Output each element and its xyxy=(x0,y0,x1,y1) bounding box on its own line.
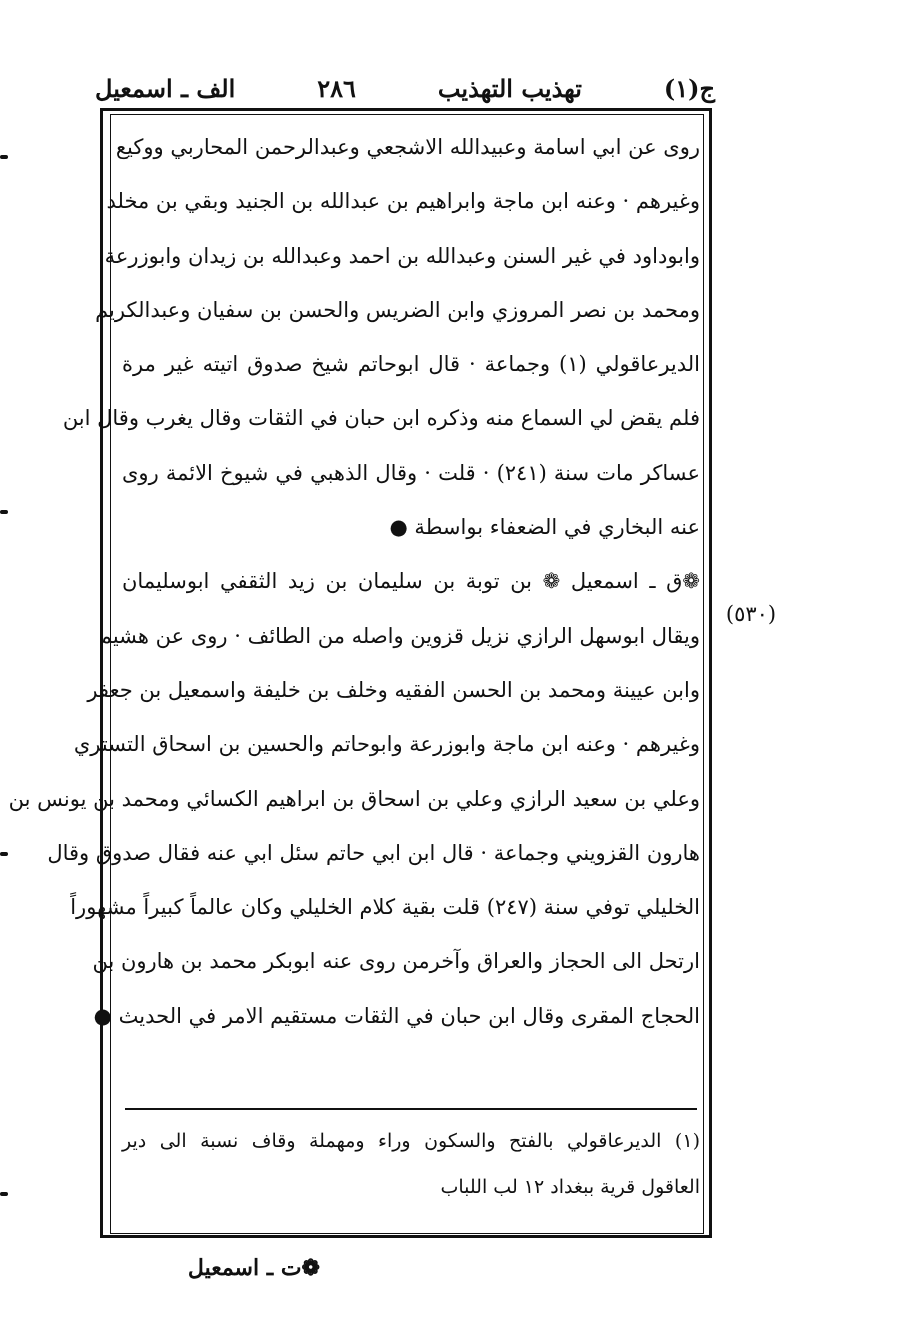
entry-heading-line: ❁ق ـ اسمعيل ❁ بن توبة بن سليمان بن زيد الثقفي ابوسليمان xyxy=(122,569,700,594)
volume-label: ج(١) xyxy=(663,73,715,103)
text-line: وابن عيينة ومحمد بن الحسن الفقيه وخلف بن خليفة واسمعيل بن جعفر xyxy=(87,677,700,702)
text-line: الخليلي توفي سنة (٢٤٧) قلت بقية كلام الخليلي وكان عالماً كبيراً مشهوراً xyxy=(70,895,700,920)
main-text-block xyxy=(8,120,701,1043)
text-line: عنه البخاري في الضعفاء بواسطة ● xyxy=(389,515,700,540)
text-line: وغيرهم · وعنه ابن ماجة وابوزرعة وابوحاتم والحسين بن اسحاق التستري xyxy=(73,732,700,757)
scan-mark xyxy=(0,510,8,514)
book-title: تهذيب التهذيب xyxy=(437,73,582,103)
text-line: وابوداود في غير السنن وعبدالله بن احمد وعبدالله بن زيدان وابوزرعة xyxy=(104,243,700,268)
page-number: ٢٨٦ xyxy=(317,73,356,103)
text-line: الديرعاقولي (١) وجماعة · قال ابوحاتم شيخ صدوق اتيته غير مرة xyxy=(122,352,701,377)
text-line: هارون القزويني وجماعة · قال ابن ابي حاتم سئل ابي عنه فقال صدوق وقال xyxy=(47,840,700,865)
text-line: وغيرهم · وعنه ابن ماجة وابراهيم بن عبدالله بن الجنيد وبقي بن مخلد xyxy=(106,189,700,214)
catchword: ❁ت ـ اسمعيل xyxy=(187,1255,320,1281)
text-line: الحجاج المقرى وقال ابن حبان في الثقات مستقيم الامر في الحديث ● xyxy=(93,1003,700,1028)
scan-mark xyxy=(0,155,8,159)
text-line: عساكر مات سنة (٢٤١) · قلت · وقال الذهبي في شيوخ الائمة روى xyxy=(122,460,700,485)
text-line: ارتحل الى الحجاز والعراق وآخرمن روى عنه ابوبكر محمد بن هارون بن xyxy=(92,949,700,974)
text-line: وعلي بن سعيد الرازي وعلي بن اسحاق بن ابراهيم الكسائي ومحمد بن يونس بن xyxy=(8,786,700,811)
scan-mark xyxy=(0,1192,8,1196)
scan-mark xyxy=(0,852,8,856)
text-line: ومحمد بن نصر المروزي وابن الضريس والحسن بن سفيان وعبدالكريم xyxy=(95,297,700,322)
entry-number: (٥٣٠) xyxy=(725,602,777,626)
running-header xyxy=(95,68,715,108)
footnote-rule xyxy=(125,1108,697,1110)
section-label: الف ـ اسمعيل xyxy=(95,73,236,103)
footnote-line: العاقول قرية ببغداد ١٢ لب اللباب xyxy=(440,1176,700,1198)
footnote-line: (١) الديرعاقولي بالفتح والسكون وراء ومهملة وقاف نسبة الى دير xyxy=(122,1130,700,1152)
text-line: فلم يقض لي السماع منه وذكره ابن حبان في الثقات وقال يغرب وقال ابن xyxy=(62,406,700,431)
text-line: ويقال ابوسهل الرازي نزيل قزوين واصله من الطائف · روى عن هشيم xyxy=(98,623,700,648)
footnote-block xyxy=(122,1118,700,1210)
text-line: روى عن ابي اسامة وعبيدالله الاشجعي وعبدالرحمن المحاربي ووكيع xyxy=(115,135,700,159)
